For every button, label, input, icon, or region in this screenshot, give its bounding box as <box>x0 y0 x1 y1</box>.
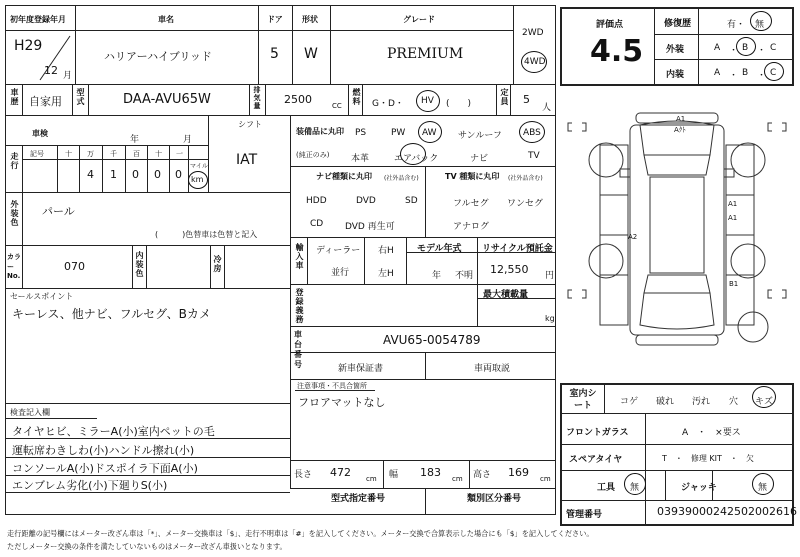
jack-label: ジャッキ <box>681 483 717 493</box>
mileage-digit: 0 <box>175 168 182 181</box>
door-label: ドア <box>267 15 283 24</box>
month-unit: 月 <box>63 71 73 81</box>
tv-item: フルセグ <box>453 199 489 209</box>
divider <box>383 460 384 488</box>
repaint-note: ( )色替車は色替と記入 <box>155 230 258 239</box>
divider <box>57 145 58 192</box>
divider <box>654 34 794 35</box>
grade-b: B <box>742 68 749 78</box>
repair-selected: 無 <box>755 20 765 30</box>
registration-label: 登録義務 <box>295 288 304 324</box>
chassis-label: 車台番号 <box>294 330 302 369</box>
equip-item: ABS <box>523 128 541 138</box>
divider <box>5 245 290 246</box>
divider <box>665 470 666 500</box>
divider <box>88 84 89 115</box>
divider <box>560 470 794 471</box>
wheel-front-left <box>589 143 623 177</box>
rear-glass <box>644 275 710 293</box>
mileage-digit: 4 <box>87 168 94 181</box>
digit-header: 十 <box>155 150 162 158</box>
digit-header: 百 <box>133 150 140 158</box>
equip-item: PW <box>391 128 406 138</box>
divider <box>425 488 426 515</box>
navi-item: DVD 再生可 <box>345 222 395 232</box>
divider <box>5 403 290 404</box>
capacity-label: 定員 <box>500 88 509 106</box>
manual-label: 車両取説 <box>474 364 511 374</box>
divider <box>513 5 514 84</box>
divider <box>469 460 470 488</box>
equip-item: エアバック <box>394 154 439 164</box>
length-value: 472 <box>330 466 351 479</box>
equip-item: ナビ <box>470 154 489 164</box>
tools-value: 無 <box>630 483 640 493</box>
divider <box>290 488 556 489</box>
model-label: 型式 <box>76 88 85 106</box>
divider <box>290 237 556 238</box>
spare-wheel <box>738 312 768 342</box>
warranty-label: 新車保証書 <box>338 364 384 374</box>
sales-points-text: キーレス、他ナビ、フルセグ、Bカメ <box>12 307 211 321</box>
displacement-label: 排気量 <box>253 86 261 110</box>
score-label: 評価点 <box>596 20 624 30</box>
door-value: 5 <box>270 46 279 62</box>
sheet-item: コゲ <box>620 397 639 407</box>
digit-header: 万 <box>87 150 94 158</box>
divider <box>22 84 23 115</box>
interior-sheet-label: 室内シート <box>569 389 597 411</box>
yen-unit: 円 <box>545 271 555 281</box>
wheel-front-right <box>731 143 765 177</box>
import-parallel: 並行 <box>331 268 350 278</box>
car-name-label: 車名 <box>158 15 174 24</box>
divider <box>290 326 556 327</box>
divider <box>125 145 126 192</box>
divider <box>425 166 426 237</box>
interior-label: 内装 <box>666 70 685 80</box>
inspector-line: タイヤヒビ、ミラーA(小)室内ペットの毛 <box>12 425 215 438</box>
divider <box>265 84 266 115</box>
class-label: 車歴 <box>10 88 19 106</box>
divider <box>290 379 556 380</box>
displacement-value: 2500 <box>284 93 312 106</box>
cc-unit: CC <box>332 102 342 110</box>
dot: ・ <box>757 46 767 56</box>
color-label: 外装色 <box>10 200 19 227</box>
tools-label: 工具 <box>597 483 616 493</box>
drive-4wd: 4WD <box>524 57 546 67</box>
divider <box>22 192 23 245</box>
model-year-label: モデル年式 <box>417 244 462 254</box>
divider <box>224 245 225 288</box>
repair-options: 有・ <box>727 20 746 30</box>
first-reg-label: 初年度登録年月 <box>10 15 66 24</box>
equip-item: PS <box>355 128 367 138</box>
divider <box>146 245 147 288</box>
divider <box>169 145 170 192</box>
footer-line1: 走行距離の記号欄にはメーター改ざん車は「*」、メーター交換車は「$」、走行不明車は「#」を記入してください。メーター交換で合算表示した場合にも「$」を記入してください。 <box>7 529 594 538</box>
divider <box>292 5 293 84</box>
import-rh: 右H <box>378 246 394 256</box>
spare-value: T ・ 修理 KIT ・ 欠 <box>662 454 754 463</box>
height-value: 169 <box>508 466 529 479</box>
divider <box>290 460 556 461</box>
color-no-label: カラーNo. <box>7 253 21 280</box>
inspector-line: コンソールA(小)ドスポイラ下面A(小) <box>12 462 198 475</box>
color-no-value: 070 <box>64 260 85 273</box>
dot: ・ <box>757 71 767 81</box>
grade-b: B <box>742 43 749 53</box>
repair-label: 修復歴 <box>664 19 692 29</box>
divider <box>560 500 794 501</box>
navi-label: ナビ種類に丸印 <box>316 172 372 181</box>
grade-c: C <box>770 68 777 78</box>
max-load-label: 最大積載量 <box>483 290 529 300</box>
management-value: 03939000242502002616 <box>657 505 797 518</box>
width-label: 幅 <box>389 470 399 480</box>
divider <box>330 5 331 84</box>
divider <box>654 59 794 60</box>
divider <box>249 84 250 115</box>
divider <box>425 352 426 379</box>
divider <box>5 288 290 289</box>
inspector-label: 検査記入欄 <box>10 408 50 417</box>
damage-mark: A1 <box>728 200 738 208</box>
divider <box>290 284 556 285</box>
cm-unit: cm <box>366 475 377 483</box>
tv-sub: (社外品含む) <box>508 175 543 182</box>
first-reg-value: H29 <box>14 38 43 54</box>
notes-label: 注意事項・不具合箇所 <box>297 382 367 390</box>
divider <box>290 352 556 353</box>
digit-header: 十 <box>65 150 72 158</box>
divider <box>5 115 556 116</box>
mileage-digit: 1 <box>110 168 117 181</box>
mile-label: マイル <box>190 163 208 170</box>
divider <box>72 84 73 115</box>
mileage-digit: 0 <box>154 168 161 181</box>
divider <box>510 84 511 115</box>
car-damage-diagram <box>560 95 794 375</box>
trunk <box>640 293 714 329</box>
color-value: パール <box>42 205 75 218</box>
divider <box>79 145 80 192</box>
footer-line2: ただしメーター交換の条件を満たしていないものはメーター改ざん車扱いとなります。 <box>7 542 287 551</box>
divider <box>364 237 365 284</box>
divider <box>5 145 208 146</box>
divider <box>362 84 363 115</box>
divider <box>560 444 794 445</box>
rear-bumper <box>636 335 718 345</box>
year-unit: 年 <box>130 135 140 145</box>
damage-mark: A1 <box>728 214 738 222</box>
divider <box>5 192 290 193</box>
drive-2wd: 2WD <box>522 28 544 38</box>
jack-value: 無 <box>758 483 768 493</box>
damage-mark: B1 <box>729 280 739 288</box>
cm-unit: cm <box>540 475 551 483</box>
dot: ・ <box>729 46 739 56</box>
shift-value: IAT <box>236 152 258 168</box>
month-unit: 月 <box>183 135 193 145</box>
sales-points-label: セールスポイント <box>10 292 74 301</box>
sheet-selected: キズ <box>755 397 773 407</box>
divider <box>496 84 497 115</box>
length-label: 長さ <box>294 470 313 480</box>
divider <box>295 390 375 391</box>
divider <box>406 237 407 284</box>
divider <box>210 245 211 288</box>
navi-item: DVD <box>356 196 376 206</box>
tv-item: ワンセグ <box>507 199 544 209</box>
import-lh: 左H <box>378 269 394 279</box>
windshield <box>644 155 710 175</box>
recycle-value: 12,550 <box>490 263 529 276</box>
divider <box>208 115 209 192</box>
height-label: 高さ <box>473 470 492 480</box>
model-value: DAA-AVU65W <box>123 92 211 107</box>
divider <box>22 145 23 192</box>
digit-header: 一 <box>176 150 183 158</box>
kigo-label: 記号 <box>30 150 44 158</box>
sheet-item: 汚れ <box>692 397 711 407</box>
capacity-unit: 人 <box>542 103 552 113</box>
sheet-item: 破れ <box>656 397 675 407</box>
equip-item: TV <box>528 151 540 161</box>
divider <box>698 7 699 86</box>
divider <box>147 145 148 192</box>
divider <box>5 418 97 419</box>
fuel-label: 燃料 <box>352 88 361 106</box>
damage-mark: A2 <box>628 233 638 241</box>
roof <box>650 177 704 273</box>
model-year-year: 年 <box>432 271 442 281</box>
management-label: 管理番号 <box>566 510 603 520</box>
fuel-selected: HV <box>421 96 434 106</box>
divider <box>654 7 655 86</box>
km-label: km <box>191 175 204 184</box>
class-value: 自家用 <box>29 95 62 108</box>
fuel-paren: ( ) <box>446 99 472 109</box>
tv-label: TV 種類に丸印 <box>445 172 500 181</box>
first-reg-month: 12 <box>44 64 58 77</box>
wheel-rear-left <box>589 244 623 278</box>
navi-item: CD <box>310 219 324 229</box>
recycle-label: リサイクル預託金 <box>482 244 553 254</box>
divider <box>477 237 478 284</box>
damage-mark: Aｸﾄ <box>674 126 686 134</box>
score-value: 4.5 <box>590 34 644 69</box>
mileage-label: 走行 <box>10 152 19 170</box>
equipment-label: 装備品に丸印 <box>296 127 344 136</box>
grade-a: A <box>714 68 721 78</box>
divider <box>307 237 308 284</box>
navi-item: HDD <box>306 196 327 206</box>
capacity-value: 5 <box>523 93 530 106</box>
grade-label: グレード <box>403 15 435 24</box>
divider <box>5 30 513 31</box>
digit-header: 千 <box>110 150 117 158</box>
spare-label: スペアタイヤ <box>569 455 623 465</box>
fuel-options: G・D・ <box>372 99 404 109</box>
divider <box>132 245 133 288</box>
divider <box>75 5 76 84</box>
type-designation-label: 型式指定番号 <box>331 494 386 504</box>
divider <box>22 245 23 288</box>
shaken-label: 車検 <box>32 129 48 138</box>
tv-item: アナログ <box>453 222 490 232</box>
glass-value: A ・ ×要ス <box>682 428 741 438</box>
shape-value: W <box>304 46 318 62</box>
aircon-label: 冷房 <box>213 255 222 273</box>
divider <box>258 5 259 84</box>
divider <box>477 284 478 326</box>
inspector-line: 運転席わきしわ(小)ハンドル擦れ(小) <box>12 444 195 457</box>
divider <box>290 166 556 167</box>
grade-value: PREMIUM <box>387 46 464 62</box>
model-year-unknown: 不明 <box>455 271 474 281</box>
shift-label: シフト <box>238 120 262 129</box>
damage-mark: A1 <box>676 115 686 123</box>
grade-c: C <box>770 43 777 53</box>
shape-label: 形状 <box>302 15 318 24</box>
navi-sub: (社外品含む) <box>384 175 419 182</box>
cm-unit: cm <box>452 475 463 483</box>
divider <box>290 115 291 488</box>
dot: ・ <box>729 71 739 81</box>
equip-item: AW <box>422 128 437 138</box>
equip-item: サンルーフ <box>458 131 502 141</box>
inspector-line: エンブレム劣化(小)下廻りS(小) <box>12 479 168 492</box>
width-value: 183 <box>420 466 441 479</box>
kg-unit: kg <box>545 314 555 323</box>
divider <box>102 145 103 192</box>
divider <box>22 159 208 160</box>
glass-label: フロントガラス <box>566 428 629 438</box>
equipment-sub: (純正のみ) <box>296 151 330 159</box>
divider <box>348 84 349 115</box>
sheet-item: 穴 <box>729 397 739 407</box>
interior-color-label: 内装色 <box>135 251 144 278</box>
category-number-label: 類別区分番号 <box>467 494 522 504</box>
chassis-value: AVU65-0054789 <box>383 333 481 347</box>
divider <box>604 383 605 413</box>
exterior-label: 外装 <box>666 45 685 55</box>
import-dealer: ディーラー <box>316 246 361 256</box>
notes-value: フロアマットなし <box>298 396 386 409</box>
import-label: 輸入車 <box>295 243 304 270</box>
wheel-rear-right <box>731 244 765 278</box>
grade-a: A <box>714 43 721 53</box>
car-name: ハリアーハイブリッド <box>104 50 212 63</box>
navi-item: SD <box>405 196 418 206</box>
divider <box>560 413 794 414</box>
equip-item: 本革 <box>351 154 370 164</box>
mileage-digit: 0 <box>132 168 139 181</box>
